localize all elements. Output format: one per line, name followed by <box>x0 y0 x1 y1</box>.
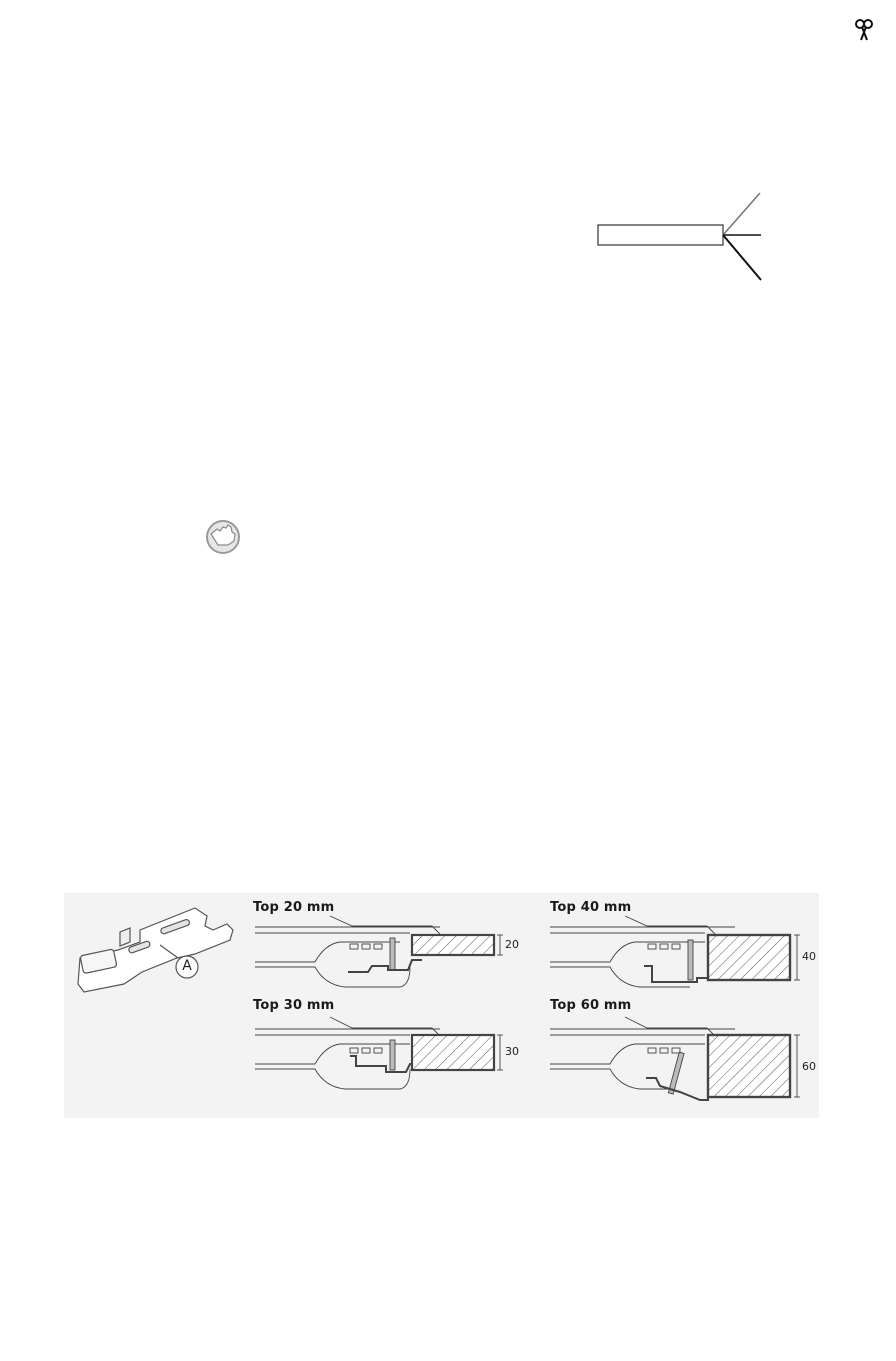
gloves-icon <box>207 521 239 553</box>
dimension-label-40: 40 <box>802 950 816 963</box>
panel-title-top-60: Top 60 mm <box>550 998 632 1013</box>
scissors-icon <box>856 20 872 40</box>
panel-title-top-30: Top 30 mm <box>253 998 335 1013</box>
panel-title-top-20: Top 20 mm <box>253 900 335 915</box>
cable-wires-icon <box>598 193 761 280</box>
dimension-label-60: 60 <box>802 1060 816 1073</box>
part-label-a: A <box>182 958 192 974</box>
panel-title-top-40: Top 40 mm <box>550 900 632 915</box>
dimension-label-30: 30 <box>505 1045 519 1058</box>
dimension-label-20: 20 <box>505 938 519 951</box>
